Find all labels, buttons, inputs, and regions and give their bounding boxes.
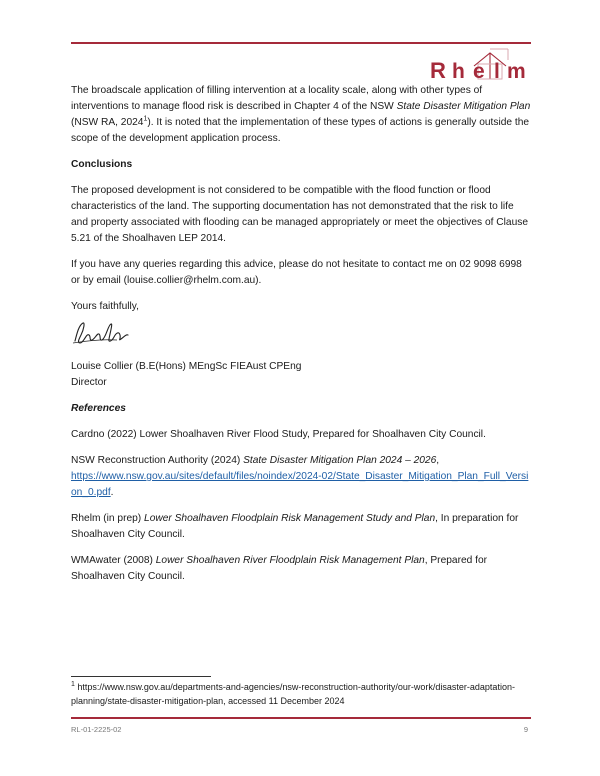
svg-text:R: R [430,58,447,82]
footer-rule [71,717,531,719]
ref2-author: NSW Reconstruction Authority (2024) [71,455,244,466]
reference-nsw-ra [71,453,531,501]
ref4-author: WMAwater (2008) [71,555,156,566]
p1-text-d: ). It is noted that the implementation of these types of actions is generally outside the scope of the development application process. [71,117,530,144]
signature-image [71,319,131,347]
svg-text:e: e [473,60,485,82]
filling-intervention-paragraph [71,83,531,147]
ref3-author: Rhelm (in prep) [71,513,145,524]
header-rule [71,42,531,44]
svg-text:h: h [452,60,465,82]
letter-body [71,83,531,595]
ref3-rest: , In preparation for Shoalhaven City Council. [71,513,519,540]
footnote-number: 1 [71,681,75,688]
contact-paragraph: If you have any queries regarding this advice, please do not hesitate to contact me on 02 9098 6998 or by email (louise.collier@rhelm.com.au). [71,259,522,286]
rhelm-logo [428,46,532,82]
svg-text:m: m [507,60,526,82]
ref4-rest: , Prepared for Shoalhaven City Council. [71,555,488,582]
p1-text-c: (NSW RA, 2024 [71,117,144,128]
footnote-text: https://www.nsw.gov.au/departments-and-agencies/nsw-reconstruction-authority/our-work/disaster-adaptation-planning/state-disaster-mitigation-plan, accessed 11 December 2024 [71,682,515,706]
p1-plan-title: State Disaster Mitigation Plan [396,101,531,112]
p1-text-a: The broadscale application of filling intervention at a locality scale, along with other types of interventions to manage flood risk is described in Chapter 4 of the NSW [71,85,483,112]
ref2-title: State Disaster Mitigation Plan 2024 – 2026 [243,455,437,466]
reference-cardno: Cardno (2022) Lower Shoalhaven River Flood Study, Prepared for Shoalhaven City Council. [71,429,486,440]
reference-wmawater [71,553,531,585]
footnote [71,681,531,708]
references-heading: References [71,403,126,414]
ref2-sep: , [436,455,440,466]
ref2-url-link[interactable]: https://www.nsw.gov.au/sites/default/files/noindex/2024-02/State_Disaster_Mitigation_Plan_Full_Version_0.pdf [71,471,529,498]
svg-text:l: l [494,60,500,82]
document-reference: RL-01-2225-02 [71,725,122,734]
page-number: 9 [523,725,528,734]
reference-rhelm [71,511,531,543]
conclusions-heading: Conclusions [71,159,133,170]
signatory-title: Director [71,377,107,388]
footnote-marker[interactable]: 1 [143,115,148,123]
ref4-title: Lower Shoalhaven River Floodplain Risk Management Plan [155,555,425,566]
footnote-divider [71,676,211,677]
ref2-end: . [110,487,114,498]
ref3-title: Lower Shoalhaven Floodplain Risk Management Study and Plan [144,513,436,524]
conclusion-paragraph: The proposed development is not considered to be compatible with the flood function or flood characteristics of the land. The supporting documentation has not demonstrated that the risk to life and property associated with flooding can be managed appropriately or meet the objectives of Clause 5.21 of the Shoalhaven LEP 2014. [71,185,529,244]
closing-salutation: Yours faithfully, [71,301,139,312]
rhelm-logo-graphic [428,46,532,82]
signatory-name: Louise Collier (B.E(Hons) MEngSc FIEAust CPEng [71,361,302,372]
